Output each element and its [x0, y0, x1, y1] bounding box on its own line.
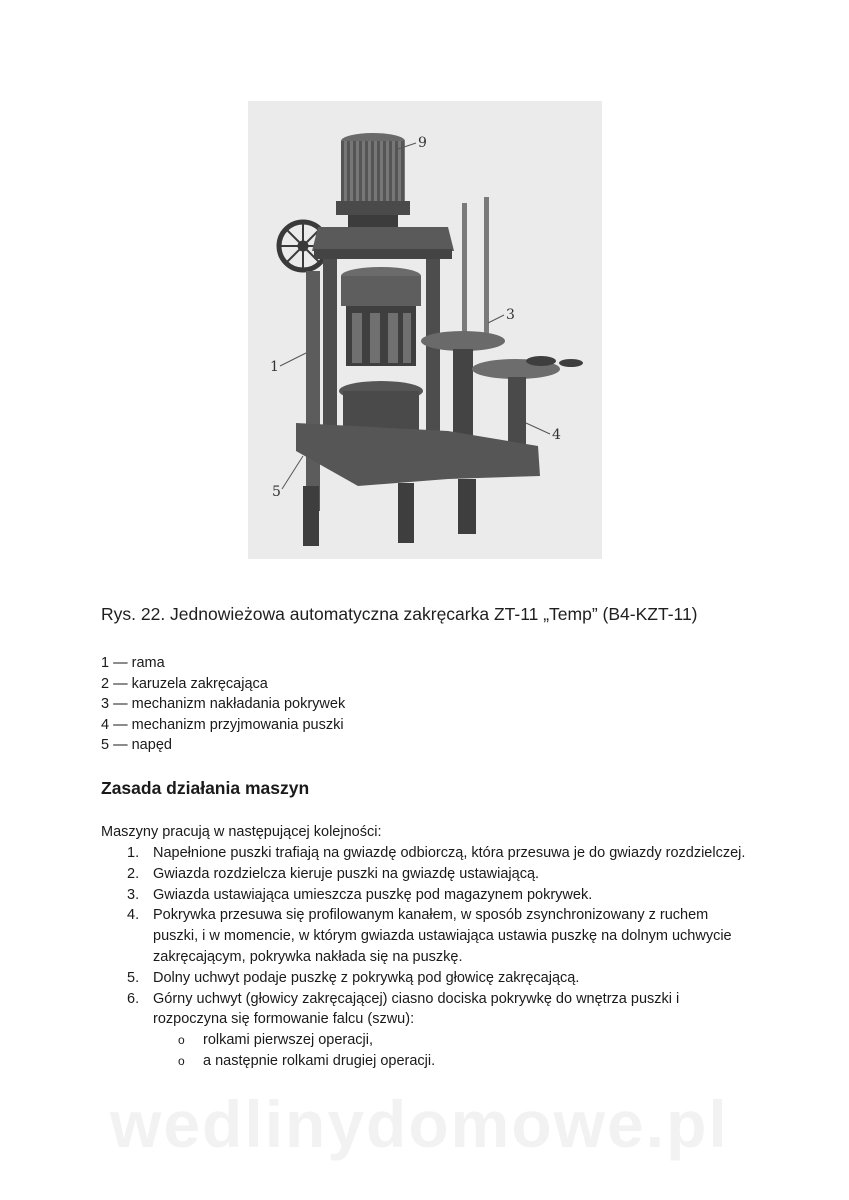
machine-illustration — [248, 101, 602, 559]
label-3: 3 — [506, 307, 515, 323]
step-item — [101, 968, 751, 989]
step-item — [101, 989, 751, 1072]
legend-item: 3 — mechanizm nakładania pokrywek — [101, 696, 346, 713]
step-text: Napełnione puszki trafiają na gwiazdę odbiorczą, która przesuwa je do gwiazdy rozdzielczej. — [153, 845, 746, 861]
motor-drawing — [336, 133, 410, 227]
step-item — [101, 864, 751, 885]
bullet-icon: o — [178, 1053, 185, 1068]
label-4: 4 — [552, 427, 561, 443]
step-text: Dolny uchwyt podaje puszkę z pokrywką pod głowicę zakręcającą. — [153, 969, 580, 986]
carousel-drawing — [339, 267, 423, 436]
step-number: 1. — [127, 845, 140, 861]
step-number: 3. — [127, 886, 140, 903]
section-heading: Zasada działania maszyn — [101, 778, 310, 798]
legend-item: 4 — mechanizm przyjmowania puszki — [101, 716, 344, 733]
legend-item: 5 — napęd — [101, 737, 172, 754]
step-item — [101, 885, 751, 906]
step-number: 4. — [127, 907, 140, 924]
figure-legend — [101, 653, 345, 756]
intro-paragraph: Maszyny pracują w następującej kolejności: — [101, 824, 382, 840]
step-text: Górny uchwyt (głowicy zakręcającej) ciasno dociska pokrywkę do wnętrza puszki i rozpoczyna się formowanie falcu (szwu): — [153, 990, 680, 1028]
substep-item — [153, 1051, 751, 1072]
watermark: wedlinydomowe.pl — [110, 1087, 729, 1161]
substep-text: rolkami pierwszej operacji, — [203, 1032, 374, 1049]
bullet-icon: o — [178, 1033, 185, 1048]
legend-item: 1 — rama — [101, 655, 165, 671]
step-text: Gwiazda ustawiająca umieszcza puszkę pod magazynem pokrywek. — [153, 886, 593, 903]
substep-text: a następnie rolkami drugiej operacji. — [203, 1052, 436, 1069]
step-number: 2. — [127, 865, 140, 882]
substep-item — [153, 1030, 751, 1051]
figure-caption: Rys. 22. Jednowieżowa automatyczna zakręcarka ZT-11 „Temp” (B4-KZT-11) — [101, 604, 698, 624]
label-5: 5 — [272, 484, 281, 500]
label-1: 1 — [270, 359, 279, 375]
substeps-list — [153, 1030, 751, 1072]
step-number: 6. — [127, 990, 140, 1007]
label-9: 9 — [418, 135, 427, 151]
step-number: 5. — [127, 969, 140, 986]
step-text: Gwiazda rozdzielcza kieruje puszki na gwiazdę ustawiającą. — [153, 865, 540, 882]
step-item — [101, 843, 751, 864]
legend-item: 2 — karuzela zakręcająca — [101, 675, 268, 692]
step-item — [101, 905, 751, 967]
step-text: Pokrywka przesuwa się profilowanym kanałem, w sposób zsynchronizowany z ruchem puszki, i w momencie, w którym gwiazda ustawiająca ustawia puszkę na dolnym uchwycie zakręcającym, pokrywka nakłada się na puszkę. — [153, 907, 732, 965]
steps-list — [101, 843, 751, 1072]
